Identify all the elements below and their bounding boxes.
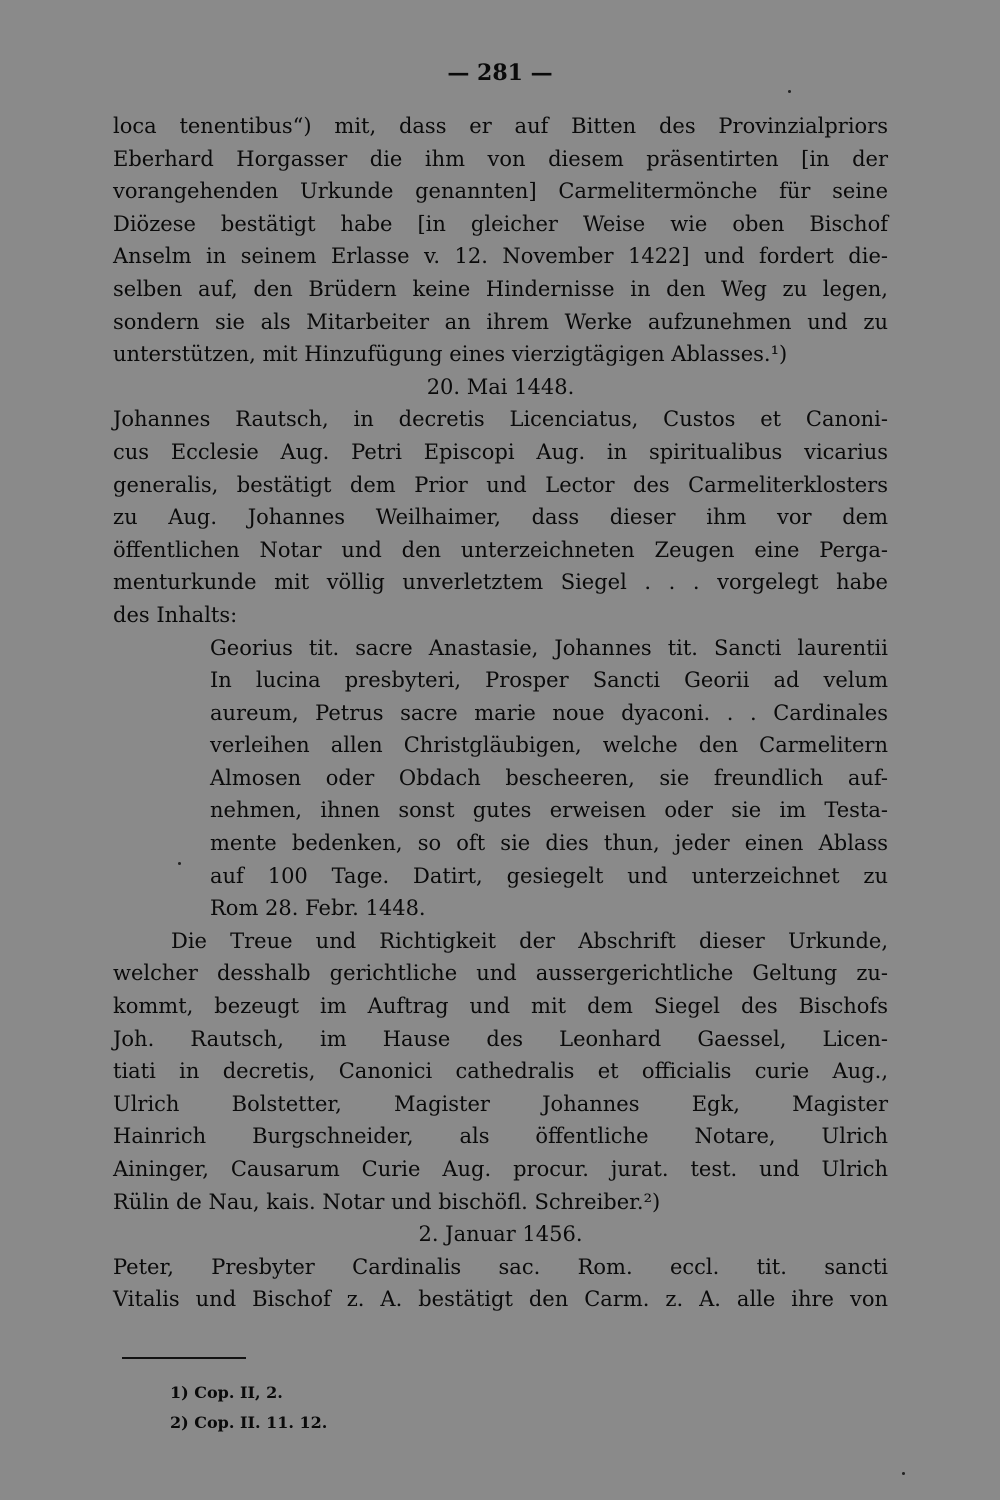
text-line: Ulrich Bolstetter, Magister Johannes Egk, Magister xyxy=(113,1091,888,1116)
text-line: tiati in decretis, Canonici cathedralis et officialis curie Aug., xyxy=(113,1059,888,1084)
text-line: loca tenentibus“) mit, dass er auf Bitten des Provinzialpriors xyxy=(113,114,888,138)
footnotes xyxy=(170,1378,327,1438)
quoted-line: nehmen, ihnen sonst gutes erweisen oder sie im Testa- xyxy=(210,798,888,823)
text-line: Diözese bestätigt habe [in gleicher Weise wie oben Bischof xyxy=(113,211,888,236)
text-line: des Inhalts: xyxy=(113,602,238,627)
text-line: Joh. Rautsch, im Hause des Leonhard Gaessel, Licen- xyxy=(113,1026,888,1051)
text-line: Anselm in seinem Erlasse v. 12. November 1422] und fordert die- xyxy=(113,244,888,269)
quoted-line: auf 100 Tage. Datirt, gesiegelt und unterzeichnet zu xyxy=(210,863,888,888)
text-line: sondern sie als Mitarbeiter an ihrem Werke aufzunehmen und zu xyxy=(113,309,888,334)
quoted-line: In lucina presbyteri, Prosper Sancti Georii ad velum xyxy=(210,668,888,693)
text-line: menturkunde mit völlig unverletztem Siegel . . . vorgelegt habe xyxy=(113,570,888,595)
quoted-line: Almosen oder Obdach bescheeren, sie freundlich auf- xyxy=(210,765,888,790)
text-line: kommt, bezeugt im Auftrag und mit dem Siegel des Bischofs xyxy=(113,994,888,1019)
scan-speck xyxy=(902,1472,905,1475)
quoted-line: aureum, Petrus sacre marie noue dyaconi. . . Cardinales xyxy=(210,700,888,725)
text-line: öffentlichen Notar und den unterzeichneten Zeugen eine Perga- xyxy=(113,537,888,562)
text-line: Die Treue und Richtigkeit der Abschrift dieser Urkunde, xyxy=(171,928,888,953)
page-number: — 281 — xyxy=(447,60,553,86)
text-line: Peter, Presbyter Cardinalis sac. Rom. eccl. tit. sancti xyxy=(113,1254,888,1279)
text-line: Vitalis und Bischof z. A. bestätigt den Carm. z. A. alle ihre von xyxy=(113,1287,888,1312)
quoted-line: mente bedenken, so oft sie dies thun, jeder einen Ablass xyxy=(210,831,888,856)
text-line: Rülin de Nau, kais. Notar und bischöfl. Schreiber.²) xyxy=(113,1189,661,1214)
footnote-separator xyxy=(122,1357,246,1359)
text-line: welcher desshalb gerichtliche und aussergerichtliche Geltung zu- xyxy=(113,961,888,986)
scan-speck xyxy=(178,862,181,865)
date-heading: 2. Januar 1456. xyxy=(418,1222,583,1247)
text-line: cus Ecclesie Aug. Petri Episcopi Aug. in spiritualibus vicarius xyxy=(113,439,888,464)
text-line: generalis, bestätigt dem Prior und Lector des Carmeliterklosters xyxy=(113,472,888,497)
text-line: zu Aug. Johannes Weilhaimer, dass dieser ihm vor dem xyxy=(113,505,888,530)
text-line: Hainrich Burgschneider, als öffentliche Notare, Ulrich xyxy=(113,1124,888,1149)
text-line: unterstützen, mit Hinzufügung eines vierzigtägigen Ablasses.¹) xyxy=(113,342,788,367)
quoted-line: Rom 28. Febr. 1448. xyxy=(210,896,426,921)
text-line: vorangehenden Urkunde genannten] Carmelitermönche für seine xyxy=(113,179,888,204)
quoted-line: Georius tit. sacre Anastasie, Johannes tit. Sancti laurentii xyxy=(210,635,888,660)
text-line: Aininger, Causarum Curie Aug. procur. jurat. test. und Ulrich xyxy=(113,1157,888,1181)
date-heading: 20. Mai 1448. xyxy=(426,374,575,399)
footnote: 1) Cop. II, 2. xyxy=(170,1383,283,1402)
text-line: selben auf, den Brüdern keine Hindernisse in den Weg zu legen, xyxy=(113,276,888,301)
footnote: 2) Cop. II. 11. 12. xyxy=(170,1413,328,1432)
quoted-line: verleihen allen Christgläubigen, welche den Carmelitern xyxy=(210,733,888,758)
body-text xyxy=(113,110,888,1316)
scan-speck xyxy=(788,90,791,93)
text-line: Johannes Rautsch, in decretis Licenciatus, Custos et Canoni- xyxy=(113,407,888,432)
text-line: Eberhard Horgasser die ihm von diesem präsentirten [in der xyxy=(113,146,888,171)
